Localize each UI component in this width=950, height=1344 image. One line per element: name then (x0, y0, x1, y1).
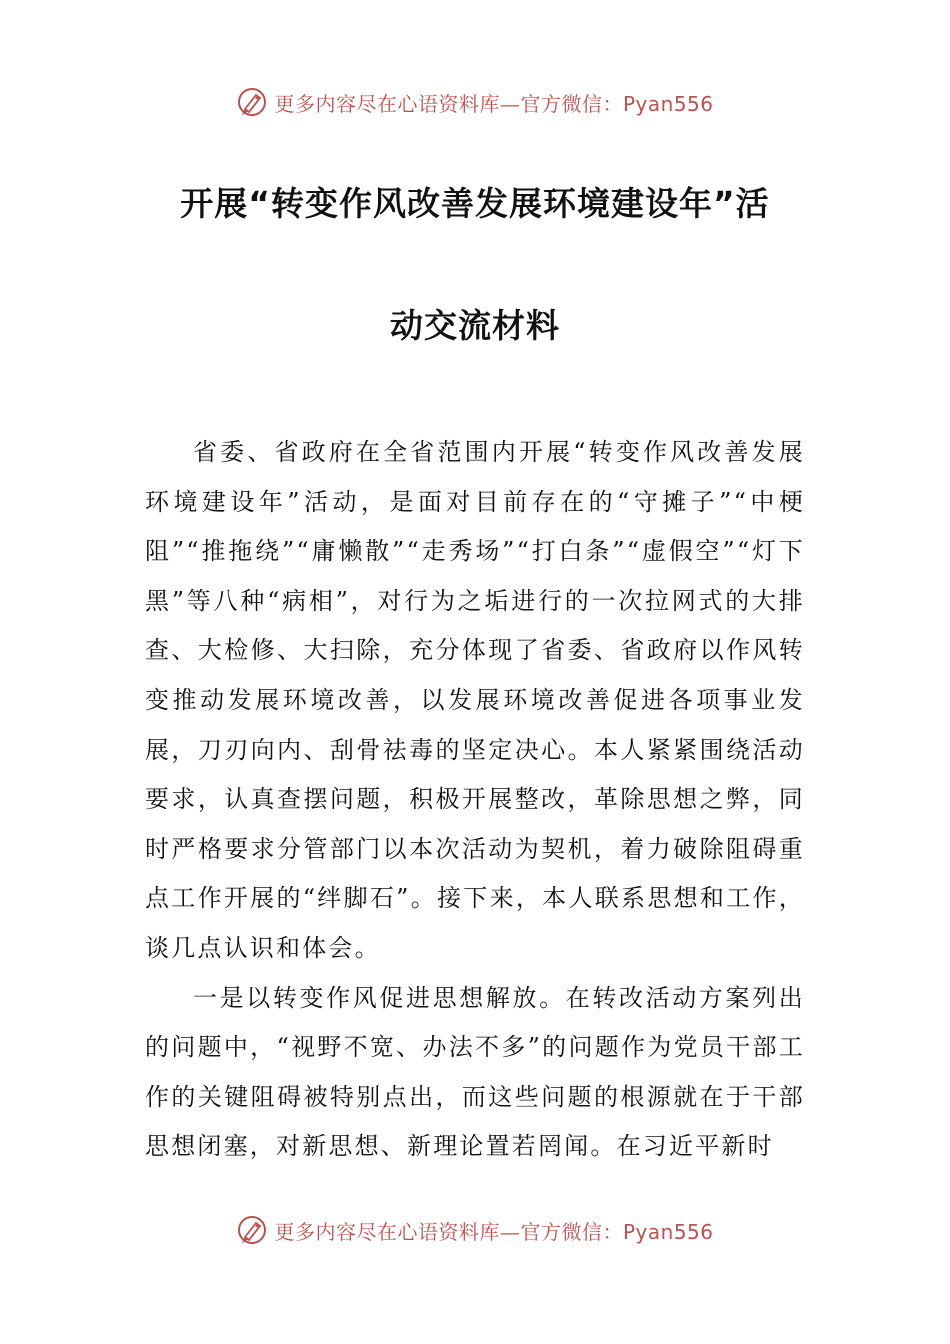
paragraph: 省委、省政府在全省范围内开展“转变作风改善发展环境建设年”活动，是面对目前存在的“守摊子”“中梗阻”“推拖绕”“庸懒散”“走秀场”“打白条”“虚假空”“灯下黑”等八种“病相”，对行为之垢进行的一次拉网式的大排查、大检修、大扫除，充分体现了省委、省政府以作风转变推动发展环境改善，以发展环境改善促进各项事业发展，刀刃向内、刮骨祛毒的坚定决心。本人紧紧围绕活动要求，认真查摆问题，积极开展整改，革除思想之弊，同时严格要求分管部门以本次活动为契机，着力破除阻碍重点工作开展的“绊脚石”。接下来，本人联系思想和工作，谈几点认识和体会。 (145, 438, 805, 962)
pen-nib-logo-icon (236, 1214, 268, 1246)
watermark-text: 更多内容尽在心语资料库—官方微信：Pyan556 (274, 91, 714, 116)
watermark-text: 更多内容尽在心语资料库—官方微信：Pyan556 (274, 1219, 714, 1244)
pen-nib-logo-icon (236, 86, 268, 118)
paragraph: 一是以转变作风促进思想解放。在转改活动方案列出的问题中，“视野不宽、办法不多”的问题作为党员干部工作的关键阻碍被特别点出，而这些问题的根源就在于干部思想闭塞，对新思想、新理论置若罔闻。在习近平新时 (145, 983, 805, 1161)
document-title-line-2: 动交流材料 (390, 306, 560, 345)
watermark-header (0, 82, 950, 122)
watermark-wechat-id: Pyan556 (622, 1219, 714, 1244)
document-body (145, 428, 805, 1172)
watermark-footer (0, 1210, 950, 1250)
watermark-wechat-id: Pyan556 (622, 91, 714, 116)
document-title-line-1: 开展“转变作风改善发展环境建设年”活 (180, 184, 770, 223)
